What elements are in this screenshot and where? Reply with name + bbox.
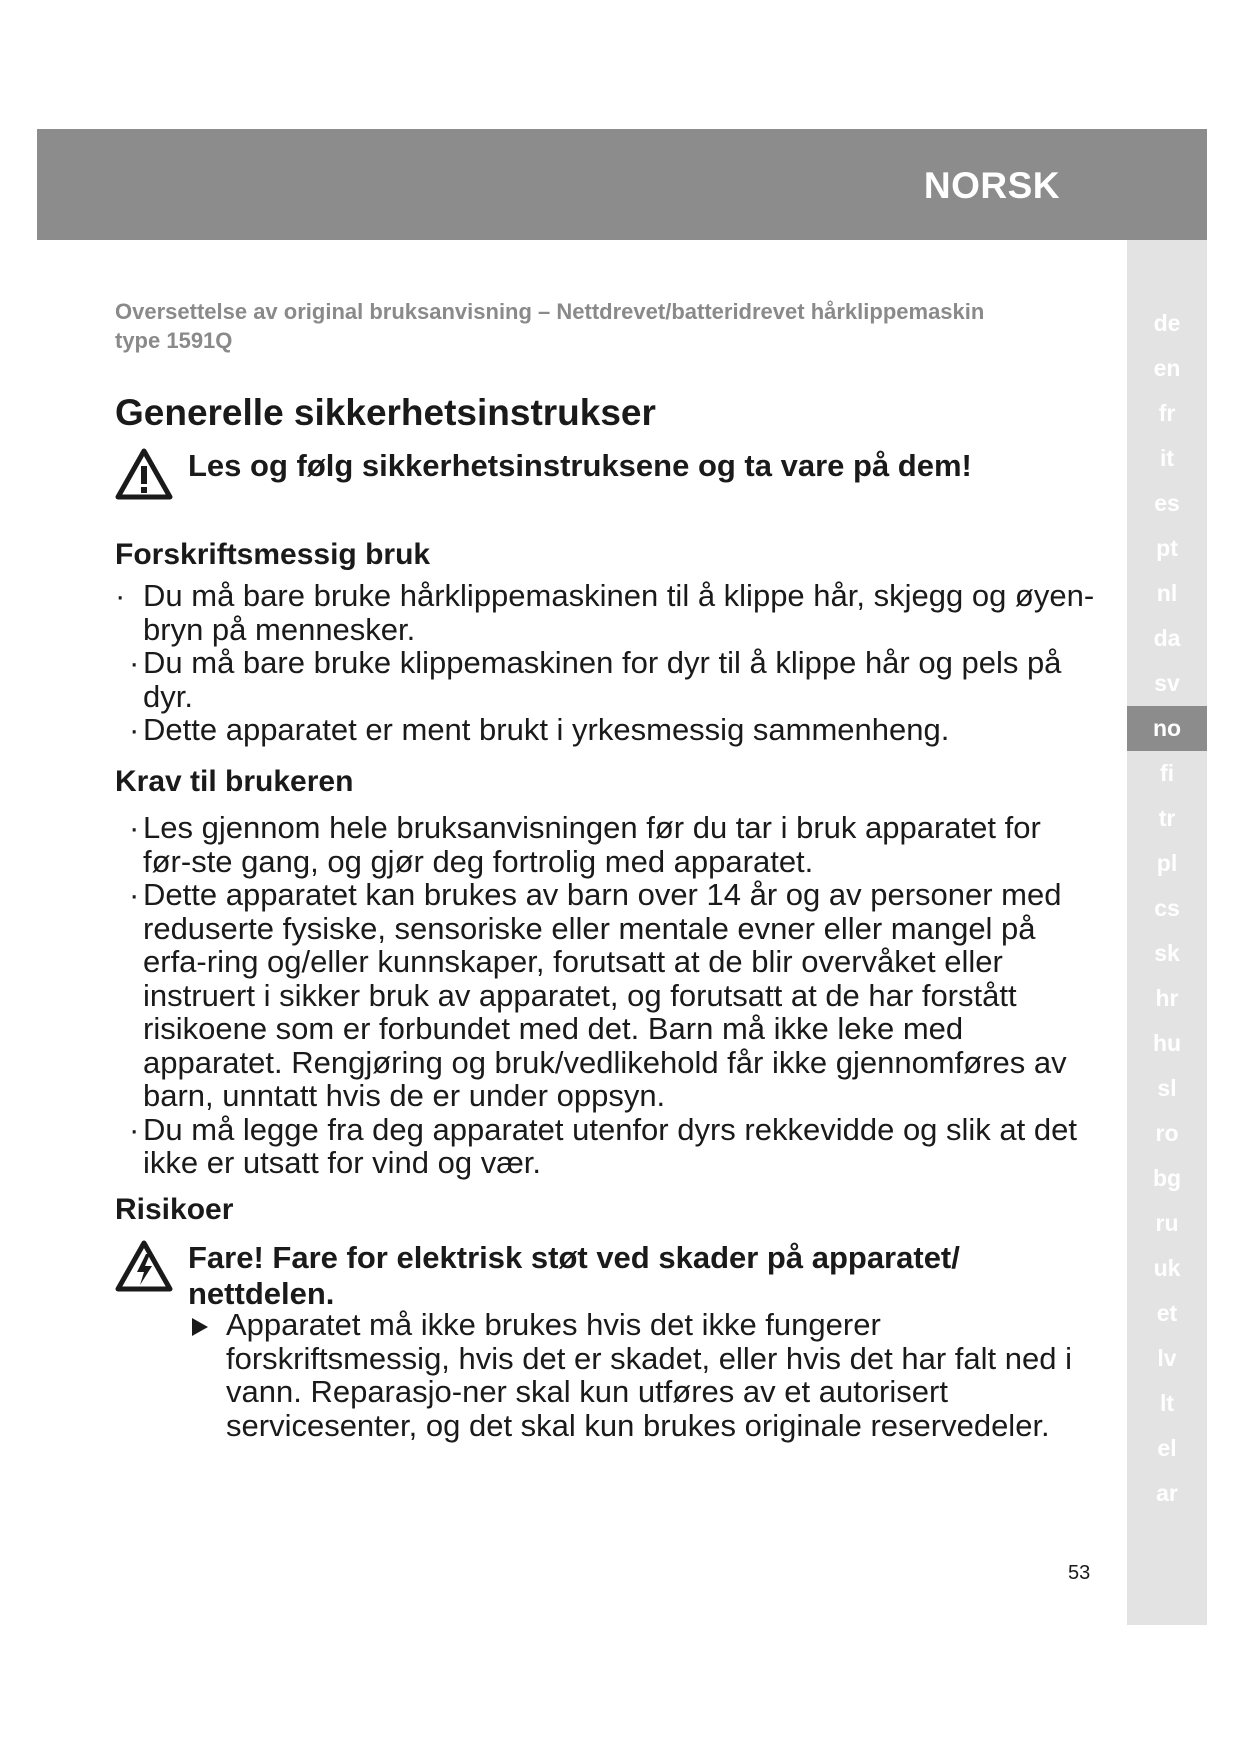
electric-danger-text: Fare! Fare for elektrisk støt ved skader på apparatet/ nettdelen. [188,1240,960,1311]
list-item: · Les gjennom hele bruksanvisningen før du tar i bruk apparatet for før-ste gang, og gjør deg fortrolig med apparatet. [129,810,1041,879]
lang-tab-pl[interactable]: pl [1156,850,1178,876]
lang-tab-hr[interactable]: hr [1155,985,1179,1011]
lang-tab-cs[interactable]: cs [1154,895,1180,921]
list-item: · Dette apparatet kan brukes av barn over 14 år og av personer med reduserte fysiske, sensoriske eller mentale evner eller mangel på erfa-ring og/eller kunnskaper, forutsatt at de blir overvåket eller instruert i sikker bruk av apparatet, og forutsatt at de har forstått risikoene som er forbundet med det. Barn må ikke leke med apparatet. Rengjøring og bruk/vedlikehold får ikke gjennomføres av barn, unntatt hvis de er under oppsyn. [129,877,1067,1113]
lang-tab-uk[interactable]: uk [1153,1255,1181,1281]
electric-hazard-icon [115,1240,173,1292]
header-band [37,129,1207,240]
subtitle-line-1: Oversettelse av original bruksanvisning – Nettdrevet/batteridrevet hårklippemaskin [115,299,985,324]
lang-tab-nl[interactable]: nl [1156,580,1178,606]
section-heading-risks: Risikoer [115,1193,234,1226]
lang-tab-ro[interactable]: ro [1155,1120,1179,1146]
lang-tab-sv[interactable]: sv [1154,670,1180,696]
list-item: · Du må bare bruke klippemaskinen for dyr til å klippe hår og pels på dyr. [129,645,1062,714]
lang-tab-hu[interactable]: hu [1152,1030,1182,1056]
risk-instruction-text: Apparatet må ikke brukes hvis det ikke fungerer forskriftsmessig, hvis det er skadet, eller hvis det har falt ned i vann. Reparasjo-ner skal kun utføres av et autorisert servicesenter, og det skal kun brukes originale reservedeler. [226,1307,1072,1443]
intended-use-list [115,579,1095,747]
lang-tab-el[interactable]: el [1157,1435,1177,1461]
list-item: · Dette apparatet er ment brukt i yrkesmessig sammenheng. [129,712,950,747]
lang-tab-sl[interactable]: sl [1157,1075,1177,1101]
user-requirements-list [115,811,1095,1180]
lang-tab-bg[interactable]: bg [1152,1165,1182,1191]
language-sidebar [1127,240,1207,1625]
general-warning-text: Les og følg sikkerhetsinstruksene og ta vare på dem! [188,448,972,483]
page-title: NORSK [923,165,1060,206]
lang-tab-sk[interactable]: sk [1154,940,1180,966]
risk-instruction [188,1308,1088,1442]
document-subtitle [115,297,1015,355]
lang-tab-tr[interactable]: tr [1158,805,1176,831]
lang-tab-es[interactable]: es [1154,490,1180,516]
lang-tab-ru[interactable]: ru [1155,1210,1179,1236]
warning-triangle-icon [115,448,173,500]
lang-tab-et[interactable]: et [1156,1300,1178,1326]
lang-tab-pt[interactable]: pt [1156,535,1178,561]
lang-tab-no[interactable]: no [1127,706,1207,751]
section-heading-user-requirements: Krav til brukeren [115,765,354,798]
list-item: · Du må legge fra deg apparatet utenfor dyrs rekkevidde og slik at det ikke er utsatt for vind og vær. [129,1111,1077,1180]
lang-tab-fi[interactable]: fi [1159,760,1175,786]
lang-tab-en[interactable]: en [1153,355,1181,381]
lang-tab-ar[interactable]: ar [1156,1480,1178,1506]
list-item: · Du må bare bruke hårklippemaskinen til å klippe hår, skjegg og øyen-bryn på mennesker. [115,578,1095,647]
arrow-right-icon [192,1318,208,1336]
lang-tab-lv[interactable]: lv [1157,1345,1177,1371]
lang-tab-fr[interactable]: fr [1158,400,1176,426]
section-heading-intended-use: Forskriftsmessig bruk [115,538,431,571]
subtitle-line-2: type 1591Q [115,328,233,353]
page-number: 53 [1068,1562,1091,1584]
lang-tab-lt[interactable]: lt [1159,1390,1175,1416]
lang-tab-de[interactable]: de [1153,310,1181,336]
lang-tab-da[interactable]: da [1153,625,1181,651]
lang-tab-it[interactable]: it [1159,445,1175,471]
main-heading: Generelle sikkerhetsinstrukser [115,392,656,433]
